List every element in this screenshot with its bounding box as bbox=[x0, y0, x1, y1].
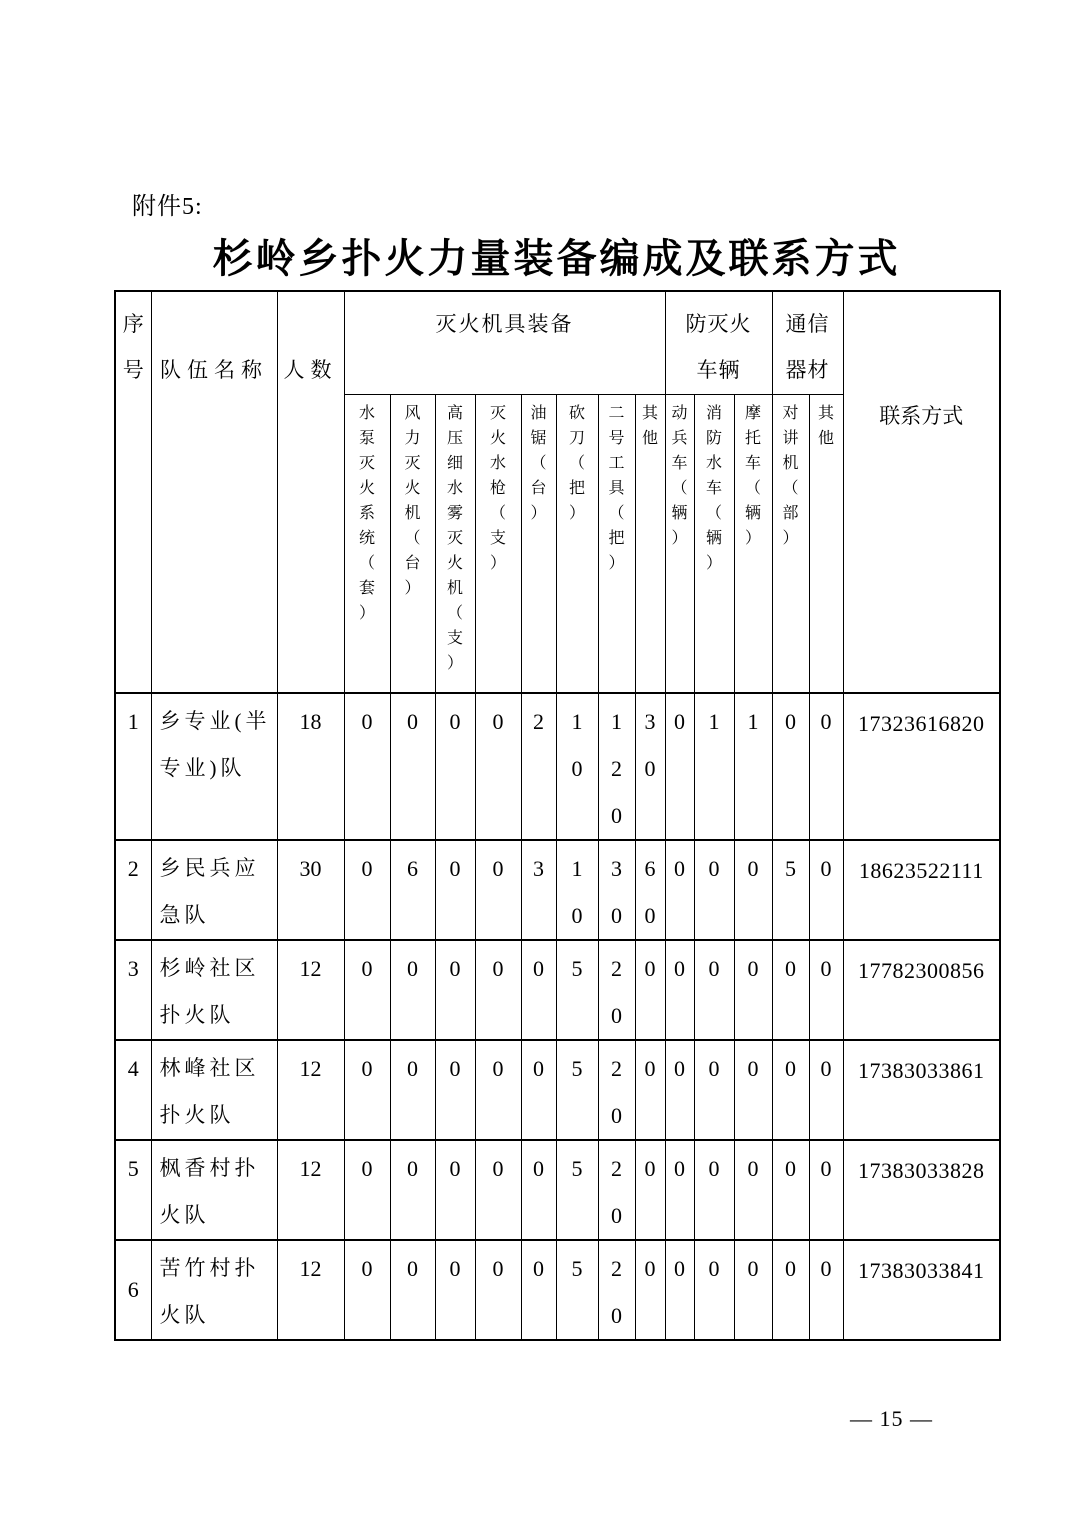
cell-text: 2 bbox=[533, 708, 544, 734]
cell-text: 5 bbox=[571, 1255, 583, 1281]
column-header-contact bbox=[843, 291, 1000, 693]
cell-text: 0 bbox=[492, 855, 504, 881]
cell-text: 5 bbox=[571, 1055, 583, 1081]
table-row bbox=[115, 940, 1000, 1040]
column-header-team-name bbox=[151, 291, 277, 693]
column-group-communication bbox=[772, 291, 843, 395]
page-number: — 15 — bbox=[850, 1406, 933, 1431]
cell-text: 0 bbox=[708, 955, 720, 981]
table-cell bbox=[635, 940, 665, 1040]
table-cell bbox=[390, 1140, 435, 1240]
table-cell bbox=[277, 1140, 344, 1240]
cell-text: 0 bbox=[361, 708, 373, 734]
table-cell bbox=[115, 1040, 151, 1140]
cell-text: 0 bbox=[449, 855, 461, 881]
column-group-label: 灭火机具装备 bbox=[435, 313, 574, 336]
cell-text: 4 bbox=[127, 1055, 139, 1081]
table-cell bbox=[435, 693, 475, 840]
cell-text: 0 bbox=[449, 708, 461, 734]
column-group-vehicles bbox=[665, 291, 772, 395]
table-cell bbox=[694, 1240, 734, 1340]
header-row-groups bbox=[115, 291, 1000, 395]
column-header-sub bbox=[734, 395, 772, 693]
cell-text: 0 bbox=[361, 1155, 373, 1181]
cell-text: 17383033861 bbox=[858, 1057, 985, 1083]
cell-text: 0 bbox=[644, 955, 656, 981]
table-cell bbox=[598, 1040, 635, 1140]
table-cell bbox=[475, 1040, 521, 1140]
table-cell bbox=[665, 1140, 694, 1240]
table-cell bbox=[694, 693, 734, 840]
table-cell bbox=[665, 693, 694, 840]
column-header-sub bbox=[665, 395, 694, 693]
column-group-label: 防灭火车辆 bbox=[685, 313, 752, 382]
table-cell bbox=[277, 1040, 344, 1140]
table-cell bbox=[665, 840, 694, 940]
cell-text: 杉岭社区扑火队 bbox=[159, 955, 260, 1027]
equipment-table bbox=[114, 290, 1001, 1341]
cell-text: 0 bbox=[820, 1255, 832, 1281]
cell-text: 0 bbox=[492, 1055, 504, 1081]
table-cell bbox=[843, 693, 1000, 840]
table-cell bbox=[475, 1140, 521, 1240]
cell-text: 0 bbox=[820, 855, 832, 881]
column-header-label: 消防水车（辆） bbox=[705, 405, 722, 572]
table-cell bbox=[556, 840, 598, 940]
table-cell bbox=[635, 1040, 665, 1140]
cell-text: 0 bbox=[820, 708, 832, 734]
table-cell bbox=[598, 693, 635, 840]
column-header-sub bbox=[344, 395, 390, 693]
table-cell bbox=[772, 940, 809, 1040]
table-cell bbox=[843, 1240, 1000, 1340]
cell-text: 0 bbox=[747, 955, 759, 981]
table-cell bbox=[277, 693, 344, 840]
cell-text: 20 bbox=[611, 955, 622, 1028]
table-cell bbox=[344, 940, 390, 1040]
cell-text: 苦竹村扑火队 bbox=[159, 1255, 260, 1327]
cell-text: 20 bbox=[611, 1055, 622, 1128]
cell-text: 0 bbox=[407, 1255, 418, 1281]
cell-text: 20 bbox=[611, 1255, 622, 1328]
cell-text: 6 bbox=[127, 1277, 139, 1302]
cell-text: 0 bbox=[674, 1255, 685, 1281]
table-cell bbox=[809, 1140, 843, 1240]
cell-text: 0 bbox=[674, 1055, 685, 1081]
cell-text: 3 bbox=[127, 955, 139, 981]
column-header-label: 序号 bbox=[122, 313, 144, 382]
table-cell bbox=[344, 1040, 390, 1140]
table-cell bbox=[809, 693, 843, 840]
table-cell bbox=[843, 1040, 1000, 1140]
cell-text: 林峰社区扑火队 bbox=[159, 1055, 260, 1127]
cell-text: 17383033841 bbox=[858, 1257, 985, 1283]
table-cell bbox=[734, 1140, 772, 1240]
cell-text: 0 bbox=[644, 1155, 656, 1181]
cell-text: 12 bbox=[299, 955, 322, 981]
table-cell bbox=[521, 1140, 556, 1240]
table-cell bbox=[734, 1240, 772, 1340]
cell-text: 12 bbox=[299, 1255, 322, 1281]
cell-text: 0 bbox=[674, 1155, 685, 1181]
cell-text: 20 bbox=[611, 1155, 622, 1228]
table-cell bbox=[598, 940, 635, 1040]
cell-text: 17323616820 bbox=[858, 710, 985, 736]
cell-text: 0 bbox=[407, 1055, 418, 1081]
table-cell bbox=[390, 940, 435, 1040]
table-cell bbox=[635, 840, 665, 940]
table-cell bbox=[809, 840, 843, 940]
cell-text: 0 bbox=[674, 955, 685, 981]
cell-text: 0 bbox=[361, 855, 373, 881]
table-cell bbox=[521, 693, 556, 840]
table-cell bbox=[151, 1040, 277, 1140]
column-header-label: 摩托车（辆） bbox=[745, 405, 762, 547]
table-cell bbox=[843, 940, 1000, 1040]
cell-text: 17383033828 bbox=[858, 1157, 985, 1183]
cell-text: 0 bbox=[674, 855, 685, 881]
cell-text: 0 bbox=[785, 1055, 797, 1081]
table-row bbox=[115, 1240, 1000, 1340]
cell-text: 0 bbox=[407, 1155, 418, 1181]
cell-text: 0 bbox=[533, 1055, 544, 1081]
column-header-sub bbox=[556, 395, 598, 693]
table-cell bbox=[665, 940, 694, 1040]
column-header-sub bbox=[521, 395, 556, 693]
column-header-label: 砍刀（把） bbox=[568, 405, 585, 522]
table-cell bbox=[635, 1140, 665, 1240]
table-cell bbox=[475, 1240, 521, 1340]
cell-text: 0 bbox=[708, 1055, 720, 1081]
table-cell bbox=[521, 1040, 556, 1140]
cell-text: 0 bbox=[708, 1255, 720, 1281]
cell-text: 0 bbox=[449, 1155, 461, 1181]
cell-text: 0 bbox=[820, 1055, 832, 1081]
cell-text: 0 bbox=[674, 708, 685, 734]
cell-text: 乡专业(半专业)队 bbox=[159, 708, 271, 780]
table-row bbox=[115, 1140, 1000, 1240]
table-cell bbox=[475, 840, 521, 940]
cell-text: 0 bbox=[747, 1255, 759, 1281]
table-cell bbox=[435, 840, 475, 940]
table-cell bbox=[665, 1240, 694, 1340]
cell-text: 5 bbox=[571, 1155, 583, 1181]
cell-text: 12 bbox=[299, 1055, 322, 1081]
cell-text: 枫香村扑火队 bbox=[159, 1155, 260, 1227]
table-cell bbox=[390, 840, 435, 940]
column-header-label: 油锯（台） bbox=[530, 405, 547, 522]
table-cell bbox=[344, 693, 390, 840]
table-cell bbox=[843, 840, 1000, 940]
cell-text: 30 bbox=[644, 708, 656, 781]
cell-text: 乡民兵应急队 bbox=[159, 855, 260, 927]
column-header-sub bbox=[809, 395, 843, 693]
table-cell bbox=[151, 1140, 277, 1240]
cell-text: 2 bbox=[127, 855, 139, 881]
cell-text: 1 bbox=[708, 708, 720, 734]
table-cell bbox=[734, 693, 772, 840]
table-cell bbox=[635, 1240, 665, 1340]
table-cell bbox=[772, 693, 809, 840]
table-cell bbox=[475, 940, 521, 1040]
cell-text: 10 bbox=[571, 708, 583, 781]
table-cell bbox=[344, 840, 390, 940]
table-cell bbox=[151, 840, 277, 940]
column-header-label: 其他 bbox=[818, 405, 835, 447]
column-header-label: 水泵灭火系统（套） bbox=[358, 405, 375, 622]
table-cell bbox=[556, 693, 598, 840]
table-cell bbox=[772, 840, 809, 940]
table-cell bbox=[115, 1240, 151, 1340]
column-header-headcount bbox=[277, 291, 344, 693]
cell-text: 0 bbox=[449, 1055, 461, 1081]
table-cell bbox=[390, 1040, 435, 1140]
cell-text: 0 bbox=[533, 955, 544, 981]
cell-text: 5 bbox=[571, 955, 583, 981]
table-cell bbox=[151, 1240, 277, 1340]
table-cell bbox=[115, 693, 151, 840]
cell-text: 0 bbox=[820, 1155, 832, 1181]
column-header-label: 联系方式 bbox=[879, 405, 964, 428]
table-cell bbox=[843, 1140, 1000, 1240]
table-cell bbox=[390, 693, 435, 840]
cell-text: 0 bbox=[644, 1055, 656, 1081]
table-cell bbox=[694, 1040, 734, 1140]
cell-text: 0 bbox=[407, 708, 418, 734]
cell-text: 3 bbox=[533, 855, 544, 881]
table-cell bbox=[772, 1140, 809, 1240]
cell-text: 0 bbox=[449, 1255, 461, 1281]
table-cell bbox=[435, 940, 475, 1040]
column-header-label: 动兵车（辆） bbox=[671, 405, 688, 547]
column-header-sub bbox=[390, 395, 435, 693]
table-cell bbox=[521, 940, 556, 1040]
column-header-label: 高压细水雾灭火机（支） bbox=[446, 405, 463, 672]
cell-text: 5 bbox=[127, 1155, 139, 1181]
cell-text: 0 bbox=[708, 855, 720, 881]
cell-text: 18623522111 bbox=[858, 857, 984, 883]
table-cell bbox=[734, 1040, 772, 1140]
table-cell bbox=[635, 693, 665, 840]
table-row bbox=[115, 840, 1000, 940]
table-cell bbox=[556, 1140, 598, 1240]
table-cell bbox=[694, 840, 734, 940]
table-cell bbox=[772, 1040, 809, 1140]
table-cell bbox=[115, 1140, 151, 1240]
cell-text: 0 bbox=[407, 955, 418, 981]
cell-text: 0 bbox=[820, 955, 832, 981]
table-cell bbox=[521, 1240, 556, 1340]
table-cell bbox=[277, 940, 344, 1040]
table-cell bbox=[435, 1040, 475, 1140]
table-cell bbox=[772, 1240, 809, 1340]
cell-text: 0 bbox=[747, 1155, 759, 1181]
table-cell bbox=[521, 840, 556, 940]
cell-text: 60 bbox=[644, 855, 656, 928]
table-cell bbox=[598, 840, 635, 940]
cell-text: 0 bbox=[361, 1055, 373, 1081]
table-row bbox=[115, 693, 1000, 840]
table-cell bbox=[598, 1240, 635, 1340]
table-cell bbox=[277, 1240, 344, 1340]
cell-text: 12 bbox=[299, 1155, 322, 1181]
cell-text: 0 bbox=[492, 1155, 504, 1181]
table-cell bbox=[556, 1040, 598, 1140]
table-cell bbox=[556, 1240, 598, 1340]
column-header-sub bbox=[435, 395, 475, 693]
table-cell bbox=[734, 940, 772, 1040]
column-header-label: 人数 bbox=[283, 359, 338, 382]
cell-text: 6 bbox=[407, 855, 418, 881]
cell-text: 0 bbox=[492, 955, 504, 981]
column-header-label: 二号工具（把） bbox=[608, 405, 625, 572]
table-cell bbox=[115, 940, 151, 1040]
cell-text: 0 bbox=[449, 955, 461, 981]
table-cell bbox=[694, 940, 734, 1040]
cell-text: 0 bbox=[361, 955, 373, 981]
cell-text: 0 bbox=[492, 1255, 504, 1281]
cell-text: 0 bbox=[785, 1155, 797, 1181]
table-cell bbox=[734, 840, 772, 940]
column-header-label: 其他 bbox=[641, 405, 658, 447]
table-cell bbox=[277, 840, 344, 940]
cell-text: 30 bbox=[299, 855, 322, 881]
cell-text: 0 bbox=[533, 1255, 544, 1281]
cell-text: 1 bbox=[747, 708, 759, 734]
cell-text: 0 bbox=[533, 1155, 544, 1181]
table-cell bbox=[390, 1240, 435, 1340]
cell-text: 0 bbox=[747, 855, 759, 881]
table-cell bbox=[598, 1140, 635, 1240]
cell-text: 17782300856 bbox=[858, 957, 985, 983]
table-cell bbox=[435, 1240, 475, 1340]
cell-text: 0 bbox=[785, 708, 797, 734]
column-header-label: 队伍名称 bbox=[160, 359, 268, 382]
column-group-label: 通信器材 bbox=[785, 313, 830, 382]
table-cell bbox=[694, 1140, 734, 1240]
cell-text: 1 bbox=[127, 708, 139, 734]
column-header-sub bbox=[694, 395, 734, 693]
column-header-serial bbox=[115, 291, 151, 693]
attachment-label: 附件5: bbox=[132, 194, 203, 220]
table-cell bbox=[665, 1040, 694, 1140]
table-cell bbox=[151, 693, 277, 840]
column-header-label: 灭火水枪（支） bbox=[489, 405, 506, 572]
table-cell bbox=[556, 940, 598, 1040]
cell-text: 30 bbox=[611, 855, 622, 928]
cell-text: 0 bbox=[747, 1055, 759, 1081]
column-header-label: 风力灭火机（台） bbox=[404, 405, 421, 597]
cell-text: 0 bbox=[785, 955, 797, 981]
table-row bbox=[115, 1040, 1000, 1140]
cell-text: 5 bbox=[785, 855, 797, 881]
table-cell bbox=[344, 1240, 390, 1340]
document-title: 杉岭乡扑火力量装备编成及联系方式 bbox=[212, 236, 901, 281]
column-header-sub bbox=[772, 395, 809, 693]
table-cell bbox=[809, 940, 843, 1040]
table-cell bbox=[475, 693, 521, 840]
cell-text: 0 bbox=[492, 708, 504, 734]
column-header-sub bbox=[598, 395, 635, 693]
column-header-sub bbox=[475, 395, 521, 693]
table-cell bbox=[115, 840, 151, 940]
column-header-sub bbox=[635, 395, 665, 693]
column-header-label: 对讲机（部） bbox=[782, 405, 799, 547]
cell-text: 0 bbox=[785, 1255, 797, 1281]
cell-text: 120 bbox=[611, 708, 622, 828]
table-cell bbox=[809, 1240, 843, 1340]
table-cell bbox=[809, 1040, 843, 1140]
cell-text: 18 bbox=[299, 708, 322, 734]
cell-text: 10 bbox=[571, 855, 583, 928]
column-group-equipment bbox=[344, 291, 665, 395]
cell-text: 0 bbox=[644, 1255, 656, 1281]
cell-text: 0 bbox=[361, 1255, 373, 1281]
cell-text: 0 bbox=[708, 1155, 720, 1181]
table-cell bbox=[344, 1140, 390, 1240]
table-cell bbox=[435, 1140, 475, 1240]
table-cell bbox=[151, 940, 277, 1040]
